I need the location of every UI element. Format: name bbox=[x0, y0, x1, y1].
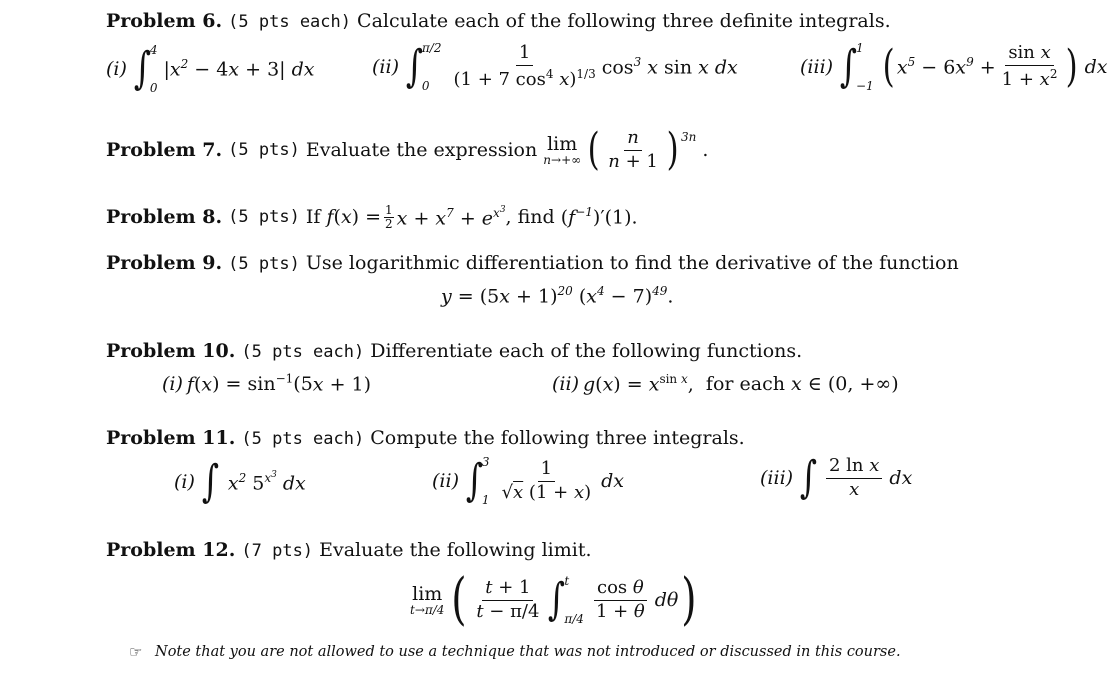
problem-11-part-iii: (iii) ∫ $\frac{\text{2 ln x}}{x}$ dx bbox=[760, 452, 913, 503]
problem-12-heading: Problem 12. (7 pts) Evaluate the following limit. bbox=[106, 539, 592, 561]
problem-11-part-i: (i) ∫ $x^2$ $5^{x^3}$ dx bbox=[174, 456, 306, 507]
problem-11-part-ii: (ii) ∫ 3 1 $\frac{1}{√x (1 + x)}$ dx bbox=[432, 455, 625, 507]
integral-sign: ∫ bbox=[799, 452, 818, 503]
problem-6-part-i: (i) ∫ 4 0 $|x^2 - 4x + 3|$ dx bbox=[106, 43, 315, 95]
problem-12-limit: lim t→π/4 ( $\frac{t + 1}{t - \pi/4}$ ∫ t π/4 $\frac{\text{cos θ}}{1 + \theta}$ dθ ) bbox=[410, 567, 697, 632]
fraction: $\frac{n}{n + 1}$ bbox=[608, 126, 658, 172]
fraction: $\frac{1}{√x (1 + x)}$ bbox=[501, 457, 592, 503]
problem-8: Problem 8. (5 pts) If f(x) = $\frac{1}{2}$ $x + x^7 + e^{x^3}$ , find $(f^{-1})'(1)$. bbox=[106, 203, 638, 231]
integral-sign: ∫ bbox=[201, 456, 219, 507]
problem-7: Problem 7. (5 pts) Evaluate the expression lim n→+∞ ( $\frac{n}{n + 1}$ ) 3n . bbox=[106, 124, 709, 175]
course-note: ☞ Note that you are not allowed to use a technique that was not introduced or discussed in this course. bbox=[129, 643, 901, 661]
problem-6-part-iii: (iii) ∫ 1 −1 ( $x^5 - 6x^9$ + $\frac{\text{sin x}}{1 + x^2}$ ) dx bbox=[800, 41, 1108, 93]
problem-9-heading: Problem 9. (5 pts) Use logarithmic differentiation to find the derivative of the function bbox=[106, 252, 959, 274]
limit: lim n→+∞ bbox=[543, 132, 582, 167]
problem-6-part-ii: (ii) ∫ π/2 0 $\frac{1}{(1 + 7 \cos^4 x)^{1/3}}$ $\cos^3 x$ sin x dx bbox=[372, 41, 738, 93]
problem-10-part-ii: (ii) $g(x) = x^{sin x}$, for each x ∈ (0, +∞) bbox=[552, 372, 899, 396]
fraction: $\frac{\text{cos θ}}{1 + \theta}$ bbox=[595, 576, 645, 622]
integral-sign: ∫ π/2 0 bbox=[405, 41, 442, 93]
integral-sign: ∫ 1 −1 bbox=[839, 41, 874, 93]
integrand: $|x^2 - 4x + 3|$ dx bbox=[163, 57, 315, 81]
problem-6-heading: Problem 6. (5 pts each) Calculate each of the following three definite integrals. bbox=[106, 10, 891, 32]
fraction: $\frac{1}{(1 + 7 \cos^4 x)^{1/3}}$ bbox=[453, 42, 596, 90]
problem-11-heading: Problem 11. (5 pts each) Compute the following three integrals. bbox=[106, 427, 745, 449]
fraction: $\frac{\text{sin x}}{1 + x^2}$ bbox=[1001, 42, 1058, 90]
fraction: $\frac{1}{2}$ bbox=[385, 203, 393, 231]
limit: lim t→π/4 bbox=[410, 582, 445, 617]
integrand: $\cos^3 x$ sin x dx bbox=[601, 55, 738, 79]
integral-sign: ∫ 4 0 bbox=[133, 43, 158, 95]
fraction: $\frac{\text{2 ln x}}{x}$ bbox=[826, 457, 882, 500]
integral-sign: ∫ 3 1 bbox=[465, 455, 490, 507]
problem-9-function: $y = (5x + 1)^{20}$ $(x^4 - 7)^{49}$. bbox=[441, 284, 674, 308]
problem-10-heading: Problem 10. (5 pts each) Differentiate each of the following functions. bbox=[106, 340, 803, 362]
fraction: $\frac{t + 1}{t - \pi/4}$ bbox=[476, 576, 540, 622]
problem-10-part-i: (i) $f(x) = \sin^{-1}(5x + 1)$ bbox=[162, 372, 372, 396]
integral-sign: ∫ t π/4 bbox=[548, 574, 584, 626]
pointing-hand-icon: ☞ bbox=[129, 643, 143, 661]
